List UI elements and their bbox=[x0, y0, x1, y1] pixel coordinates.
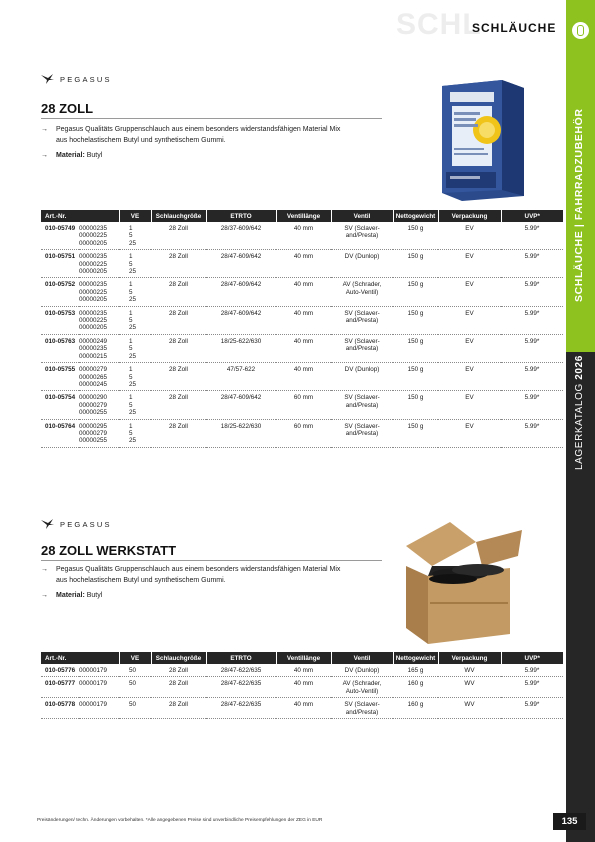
table-row bbox=[41, 334, 563, 362]
packing-unit: 25 bbox=[129, 296, 137, 304]
net-weight: 165 g bbox=[393, 664, 438, 677]
price: 5.99* bbox=[501, 664, 563, 677]
catalog-label-text: LAGERKATALOG bbox=[574, 379, 585, 470]
packaging: EV bbox=[438, 250, 501, 278]
sub-article-numbers bbox=[79, 419, 119, 447]
valve-type-line: SV (Sclaver- bbox=[344, 309, 380, 317]
packing-unit: 50 bbox=[129, 680, 137, 688]
table-row bbox=[41, 222, 563, 250]
brand-name: PEGASUS bbox=[60, 519, 112, 529]
packing-unit: 25 bbox=[129, 239, 137, 247]
pegasus-wing-icon bbox=[41, 74, 54, 84]
brand-name: PEGASUS bbox=[60, 74, 112, 84]
page-title: SCHLÄUCHE bbox=[472, 21, 557, 35]
etrto: 18/25-622/630 bbox=[206, 334, 276, 362]
table-row bbox=[41, 363, 563, 391]
column-header: VE bbox=[119, 652, 151, 664]
valve-length: 40 mm bbox=[276, 334, 331, 362]
packaging: EV bbox=[438, 334, 501, 362]
sub-article-number: 00000205 bbox=[79, 268, 108, 276]
valve-length: 40 mm bbox=[276, 278, 331, 306]
sub-article-number: 00000255 bbox=[79, 437, 108, 445]
arrow-icon: → bbox=[41, 152, 48, 159]
price: 5.99* bbox=[501, 250, 563, 278]
sub-article-number: 00000235 bbox=[79, 253, 108, 261]
packing-unit: 1 bbox=[129, 225, 133, 232]
packing-unit: 50 bbox=[129, 667, 137, 674]
valve-type bbox=[331, 306, 393, 334]
sub-article-number: 00000255 bbox=[79, 409, 108, 417]
etrto: 28/47-622/635 bbox=[206, 698, 276, 719]
valve-type-line: and/Presta) bbox=[345, 708, 379, 716]
sub-article-number: 00000179 bbox=[79, 701, 108, 709]
packaging: WV bbox=[438, 698, 501, 719]
valve-type-line: SV (Sclaver- bbox=[344, 422, 380, 430]
net-weight: 150 g bbox=[393, 306, 438, 334]
net-weight: 150 g bbox=[393, 278, 438, 306]
sub-article-number: 00000245 bbox=[79, 380, 108, 388]
valve-type-line: AV (Schrader, bbox=[342, 680, 382, 688]
valve-type-line: Auto-Ventil) bbox=[345, 288, 379, 296]
material-value: Butyl bbox=[86, 152, 103, 159]
tube-size: 28 Zoll bbox=[151, 250, 206, 278]
price: 5.99* bbox=[501, 306, 563, 334]
net-weight: 150 g bbox=[393, 391, 438, 419]
article-number: 010-05754 bbox=[41, 391, 79, 419]
tube-size: 28 Zoll bbox=[151, 419, 206, 447]
packing-units bbox=[119, 419, 151, 447]
sub-article-number: 00000225 bbox=[79, 288, 108, 296]
sub-article-number: 00000290 bbox=[79, 394, 108, 402]
valve-length: 60 mm bbox=[276, 391, 331, 419]
net-weight: 160 g bbox=[393, 698, 438, 719]
packing-units bbox=[119, 250, 151, 278]
column-header: Ventil bbox=[331, 652, 393, 664]
sub-article-number: 00000225 bbox=[79, 317, 108, 325]
price: 5.99* bbox=[501, 698, 563, 719]
description-line: Pegasus Qualitäts Gruppenschlauch aus einem besonders widerstandsfähigen Material Mix bbox=[56, 566, 341, 573]
valve-type-line: DV (Dunlop) bbox=[344, 253, 380, 261]
column-header: Art.-Nr. bbox=[41, 652, 119, 664]
valve-type bbox=[331, 419, 393, 447]
packing-units bbox=[119, 391, 151, 419]
valve-type-line: and/Presta) bbox=[345, 429, 379, 437]
column-header: Ventillänge bbox=[276, 652, 331, 664]
sidebar-category-label: SCHLÄUCHE | FAHRRADZUBEHÖR bbox=[573, 108, 585, 302]
arrow-icon: → bbox=[41, 566, 48, 573]
valve-length: 40 mm bbox=[276, 664, 331, 677]
sub-article-number: 00000205 bbox=[79, 324, 108, 332]
net-weight: 160 g bbox=[393, 677, 438, 698]
table-row bbox=[41, 306, 563, 334]
valve-length: 40 mm bbox=[276, 306, 331, 334]
price: 5.99* bbox=[501, 363, 563, 391]
packing-unit: 1 bbox=[129, 253, 133, 261]
valve-length: 40 mm bbox=[276, 222, 331, 250]
valve-type bbox=[331, 334, 393, 362]
valve-length: 40 mm bbox=[276, 363, 331, 391]
product-table-28-zoll-werkstatt bbox=[41, 652, 563, 719]
packing-units bbox=[119, 698, 151, 719]
price: 5.99* bbox=[501, 222, 563, 250]
packing-unit: 25 bbox=[129, 380, 137, 388]
valve-type-line: DV (Dunlop) bbox=[344, 366, 380, 374]
sub-article-number: 00000235 bbox=[79, 309, 108, 317]
valve-type-line: SV (Sclaver- bbox=[344, 394, 380, 402]
packaging: WV bbox=[438, 677, 501, 698]
section-divider bbox=[41, 560, 382, 561]
valve-type-line: SV (Sclaver- bbox=[344, 225, 380, 232]
description-line: aus hochelastischem Butyl und synthetischem Gummi. bbox=[56, 576, 226, 584]
footer-disclaimer: Preisänderungen/ techn. Änderungen vorbehalten. *Alle angegebenen Preise sind unverbindliche Preisempfehlungen der ZEG in EUR bbox=[37, 818, 323, 823]
packing-unit: 25 bbox=[129, 268, 137, 276]
net-weight: 150 g bbox=[393, 419, 438, 447]
etrto: 28/47-622/635 bbox=[206, 677, 276, 698]
article-number: 010-05753 bbox=[41, 306, 79, 334]
packing-unit: 5 bbox=[129, 288, 133, 296]
pegasus-logo bbox=[41, 74, 112, 84]
etrto: 28/47-609/642 bbox=[206, 250, 276, 278]
etrto: 28/47-622/635 bbox=[206, 664, 276, 677]
valve-length: 60 mm bbox=[276, 419, 331, 447]
packaging: EV bbox=[438, 222, 501, 250]
workshop-carton-image bbox=[398, 516, 528, 646]
article-number: 010-05776 bbox=[41, 664, 79, 677]
price: 5.99* bbox=[501, 334, 563, 362]
valve-type bbox=[331, 677, 393, 698]
tube-size: 28 Zoll bbox=[151, 278, 206, 306]
valve-length: 40 mm bbox=[276, 677, 331, 698]
net-weight: 150 g bbox=[393, 222, 438, 250]
column-header: Ventil bbox=[331, 210, 393, 222]
sub-article-number: 00000179 bbox=[79, 667, 108, 674]
column-header: Verpackung bbox=[438, 652, 501, 664]
tube-size: 28 Zoll bbox=[151, 363, 206, 391]
etrto: 28/47-609/642 bbox=[206, 306, 276, 334]
packaging: EV bbox=[438, 419, 501, 447]
packing-unit: 25 bbox=[129, 324, 137, 332]
article-number: 010-05751 bbox=[41, 250, 79, 278]
valve-length: 40 mm bbox=[276, 250, 331, 278]
sub-article-number: 00000235 bbox=[79, 225, 108, 232]
article-number: 010-05755 bbox=[41, 363, 79, 391]
price: 5.99* bbox=[501, 278, 563, 306]
packing-unit: 1 bbox=[129, 309, 133, 317]
sub-article-number: 00000279 bbox=[79, 429, 108, 437]
etrto: 47/57-622 bbox=[206, 363, 276, 391]
valve-type bbox=[331, 222, 393, 250]
sub-article-number: 00000225 bbox=[79, 232, 108, 240]
packaging: WV bbox=[438, 664, 501, 677]
packing-units bbox=[119, 278, 151, 306]
material-label: Material: bbox=[56, 592, 85, 599]
sub-article-number: 00000225 bbox=[79, 260, 108, 268]
column-header: ETRTO bbox=[206, 210, 276, 222]
valve-type bbox=[331, 664, 393, 677]
packaging: EV bbox=[438, 363, 501, 391]
tube-size: 28 Zoll bbox=[151, 306, 206, 334]
sub-article-numbers bbox=[79, 306, 119, 334]
sub-article-numbers bbox=[79, 222, 119, 250]
packing-units bbox=[119, 363, 151, 391]
sub-article-number: 00000205 bbox=[79, 296, 108, 304]
net-weight: 150 g bbox=[393, 250, 438, 278]
packing-unit: 1 bbox=[129, 337, 133, 345]
packing-unit: 1 bbox=[129, 281, 133, 289]
page-number: 135 bbox=[553, 813, 586, 830]
packing-unit: 25 bbox=[129, 437, 137, 445]
packing-unit: 1 bbox=[129, 394, 133, 402]
sub-article-number: 00000179 bbox=[79, 680, 108, 688]
arrow-icon: → bbox=[41, 126, 48, 133]
sub-article-numbers bbox=[79, 363, 119, 391]
etrto: 18/25-622/630 bbox=[206, 419, 276, 447]
table-row bbox=[41, 677, 563, 698]
valve-length: 40 mm bbox=[276, 698, 331, 719]
packing-unit: 5 bbox=[129, 345, 133, 353]
product-table-28-zoll bbox=[41, 210, 563, 448]
sub-article-number: 00000265 bbox=[79, 373, 108, 381]
product-description bbox=[41, 565, 391, 602]
table-row bbox=[41, 278, 563, 306]
sub-article-number: 00000215 bbox=[79, 352, 108, 360]
column-header: VE bbox=[119, 210, 151, 222]
column-header: UVP* bbox=[501, 652, 563, 664]
net-weight: 150 g bbox=[393, 363, 438, 391]
sub-article-numbers bbox=[79, 334, 119, 362]
etrto: 28/47-609/642 bbox=[206, 391, 276, 419]
sub-article-number: 00000279 bbox=[79, 366, 108, 374]
sub-article-number: 00000205 bbox=[79, 239, 108, 247]
tube-size: 28 Zoll bbox=[151, 334, 206, 362]
material-value: Butyl bbox=[86, 592, 103, 599]
packing-unit: 25 bbox=[129, 352, 137, 360]
sub-article-numbers bbox=[79, 698, 119, 719]
valve-type-line: AV (Schrader, bbox=[342, 281, 382, 289]
table-row bbox=[41, 419, 563, 447]
valve-type bbox=[331, 278, 393, 306]
article-number: 010-05764 bbox=[41, 419, 79, 447]
tube-size: 28 Zoll bbox=[151, 664, 206, 677]
column-header: UVP* bbox=[501, 210, 563, 222]
sub-article-number: 00000235 bbox=[79, 281, 108, 289]
etrto: 28/47-609/642 bbox=[206, 278, 276, 306]
description-line: Pegasus Qualitäts Gruppenschlauch aus einem besonders widerstandsfähigen Material Mix bbox=[56, 126, 341, 133]
material-label: Material: bbox=[56, 152, 85, 159]
packing-unit: 5 bbox=[129, 260, 133, 268]
sub-article-numbers bbox=[79, 664, 119, 677]
packing-units bbox=[119, 222, 151, 250]
valve-type-line: SV (Sclaver- bbox=[344, 701, 380, 709]
section-divider bbox=[41, 118, 382, 119]
column-header: Nettogewicht bbox=[393, 652, 438, 664]
description-line: aus hochelastischem Butyl und synthetischem Gummi. bbox=[56, 136, 226, 144]
price: 5.99* bbox=[501, 419, 563, 447]
sub-article-number: 00000249 bbox=[79, 337, 108, 345]
packaging: EV bbox=[438, 278, 501, 306]
sidebar-catalog-label bbox=[574, 355, 585, 470]
section-title: 28 ZOLL bbox=[41, 101, 94, 116]
packing-unit: 5 bbox=[129, 373, 133, 381]
column-header: Art.-Nr. bbox=[41, 210, 119, 222]
packing-unit: 5 bbox=[129, 429, 133, 437]
etrto: 28/37-609/642 bbox=[206, 222, 276, 250]
article-number: 010-05777 bbox=[41, 677, 79, 698]
tube-icon bbox=[572, 22, 589, 39]
article-number: 010-05763 bbox=[41, 334, 79, 362]
tube-size: 28 Zoll bbox=[151, 698, 206, 719]
column-header: Nettogewicht bbox=[393, 210, 438, 222]
packing-unit: 5 bbox=[129, 317, 133, 325]
valve-type bbox=[331, 391, 393, 419]
sub-article-number: 00000235 bbox=[79, 345, 108, 353]
valve-type-line: and/Presta) bbox=[345, 317, 379, 325]
packaging: EV bbox=[438, 306, 501, 334]
sub-article-numbers bbox=[79, 391, 119, 419]
packing-unit: 1 bbox=[129, 422, 133, 430]
tube-box-image bbox=[432, 78, 532, 202]
packing-unit: 25 bbox=[129, 409, 137, 417]
article-number: 010-05749 bbox=[41, 222, 79, 250]
packing-unit: 5 bbox=[129, 401, 133, 409]
valve-type-line: and/Presta) bbox=[345, 345, 379, 353]
table-row bbox=[41, 250, 563, 278]
column-header: Schlauchgröße bbox=[151, 210, 206, 222]
header-watermark: SCHL bbox=[396, 8, 482, 41]
sub-article-numbers bbox=[79, 250, 119, 278]
valve-type-line: Auto-Ventil) bbox=[345, 687, 379, 695]
article-number: 010-05752 bbox=[41, 278, 79, 306]
table-row bbox=[41, 391, 563, 419]
net-weight: 150 g bbox=[393, 334, 438, 362]
column-header: Schlauchgröße bbox=[151, 652, 206, 664]
packing-unit: 5 bbox=[129, 232, 133, 240]
valve-type bbox=[331, 698, 393, 719]
tube-size: 28 Zoll bbox=[151, 222, 206, 250]
tube-size: 28 Zoll bbox=[151, 677, 206, 698]
price: 5.99* bbox=[501, 391, 563, 419]
column-header: ETRTO bbox=[206, 652, 276, 664]
packing-units bbox=[119, 677, 151, 698]
packing-unit: 50 bbox=[129, 701, 137, 709]
table-row bbox=[41, 664, 563, 677]
tube-size: 28 Zoll bbox=[151, 391, 206, 419]
valve-type-line: and/Presta) bbox=[345, 401, 379, 409]
column-header: Verpackung bbox=[438, 210, 501, 222]
column-header: Ventillänge bbox=[276, 210, 331, 222]
price: 5.99* bbox=[501, 677, 563, 698]
valve-type bbox=[331, 363, 393, 391]
catalog-year: 2026 bbox=[574, 355, 585, 380]
sub-article-numbers bbox=[79, 278, 119, 306]
packing-units bbox=[119, 664, 151, 677]
valve-type-line: SV (Sclaver- bbox=[344, 337, 380, 345]
section-title: 28 ZOLL WERKSTATT bbox=[41, 543, 177, 558]
valve-type bbox=[331, 250, 393, 278]
arrow-icon: → bbox=[41, 592, 48, 599]
product-description bbox=[41, 125, 391, 162]
packaging: EV bbox=[438, 391, 501, 419]
packing-units bbox=[119, 334, 151, 362]
sub-article-number: 00000295 bbox=[79, 422, 108, 430]
packing-units bbox=[119, 306, 151, 334]
valve-type-line: and/Presta) bbox=[345, 232, 379, 240]
valve-type-line: DV (Dunlop) bbox=[344, 667, 380, 674]
sub-article-number: 00000279 bbox=[79, 401, 108, 409]
table-row bbox=[41, 698, 563, 719]
sub-article-numbers bbox=[79, 677, 119, 698]
packing-unit: 1 bbox=[129, 366, 133, 374]
pegasus-wing-icon bbox=[41, 519, 54, 529]
article-number: 010-05778 bbox=[41, 698, 79, 719]
pegasus-logo bbox=[41, 519, 112, 529]
